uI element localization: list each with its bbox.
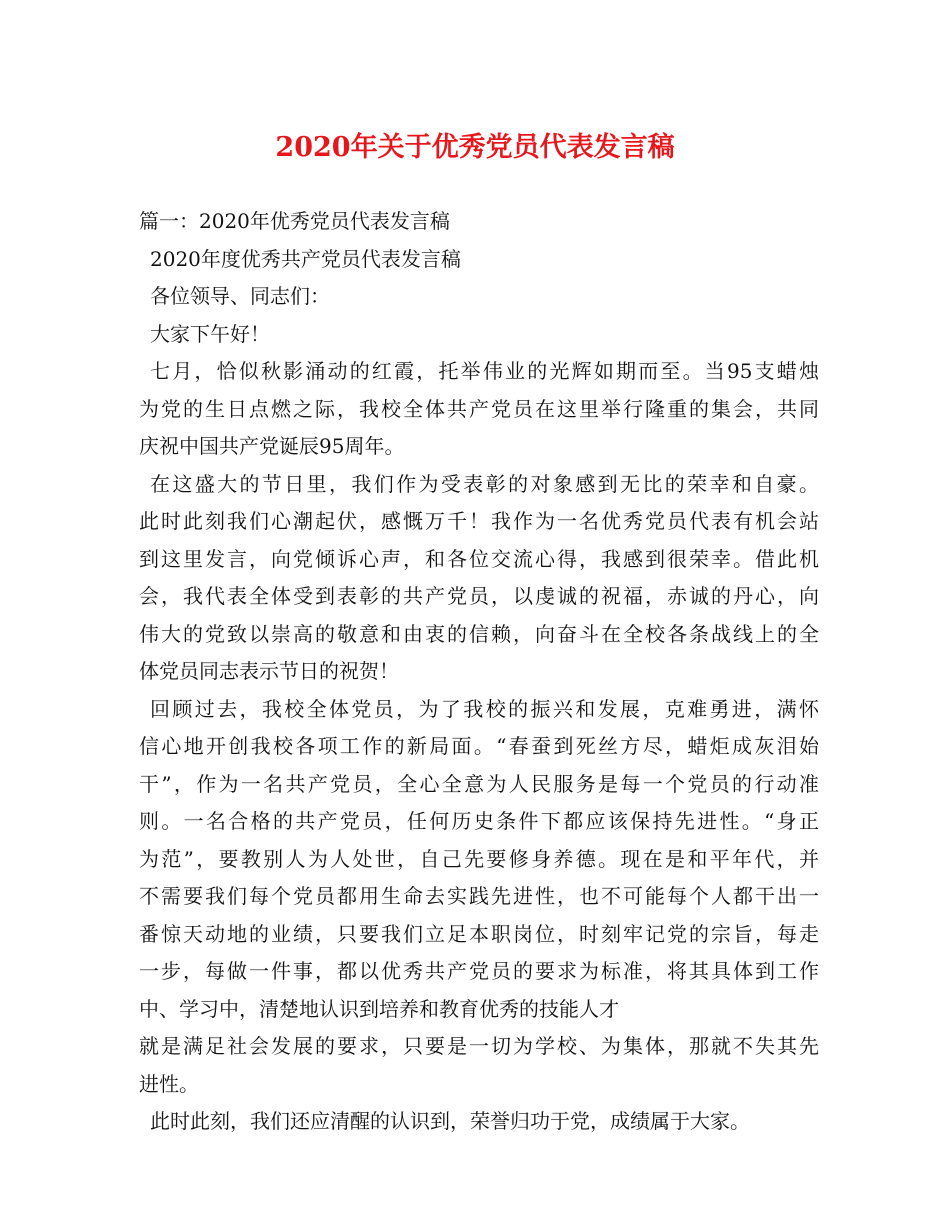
text-line: 会，我代表全体受到表彰的共产党员，以虔诚的祝福，赤诚的丹心，向 bbox=[139, 584, 819, 608]
text-line: 此时此刻，我们还应清醒的认识到，荣誉归功于党，成绩属于大家。 bbox=[150, 1109, 750, 1133]
text-line: 在这盛大的节日里，我们作为受表彰的对象感到无比的荣幸和自豪。 bbox=[150, 471, 819, 496]
text-line: 中、学习中，清楚地认识到培养和教育优秀的技能人才 bbox=[139, 996, 619, 1021]
text-line: 七月，恰似秋影涌动的红霞，托举伟业的光辉如期而至。当95支蜡烛 bbox=[150, 359, 819, 383]
text-line: 到这里发言，向党倾诉心声，和各位交流心得，我感到很荣幸。借此机 bbox=[139, 546, 819, 571]
text-line: 篇一：2020年优秀党员代表发言稿 bbox=[139, 209, 450, 233]
text-line: 回顾过去，我校全体党员，为了我校的振兴和发展，克难勇进，满怀 bbox=[150, 696, 819, 721]
text-line: 则。一名合格的共产党员，任何历史条件下都应该保持先进性。“身正 bbox=[139, 809, 819, 833]
text-line: 信心地开创我校各项工作的新局面。“春蚕到死丝方尽，蜡炬成灰泪始 bbox=[139, 734, 819, 758]
text-line: 干”，作为一名共产党员，全心全意为人民服务是每一个党员的行动准 bbox=[139, 771, 819, 796]
text-line: 一步，每做一件事，都以优秀共产党员的要求为标准，将其具体到工作 bbox=[139, 959, 819, 983]
text-line: 庆祝中国共产党诞辰95周年。 bbox=[139, 434, 405, 458]
text-line: 体党员同志表示节日的祝贺！ bbox=[139, 659, 399, 683]
text-line: 不需要我们每个党员都用生命去实践先进性，也不可能每个人都干出一 bbox=[139, 884, 819, 908]
document-body bbox=[139, 203, 819, 1141]
text-line: 此时此刻我们心潮起伏，感慨万千！我作为一名优秀党员代表有机会站 bbox=[139, 509, 819, 533]
text-line: 就是满足社会发展的要求，只要是一切为学校、为集体，那就不失其先 bbox=[139, 1034, 819, 1058]
text-line: 各位领导、同志们： bbox=[150, 284, 330, 308]
text-line: 为范”，要教别人为人处世，自己先要修身养德。现在是和平年代，并 bbox=[139, 846, 819, 871]
text-line: 2020年度优秀共产党员代表发言稿 bbox=[150, 246, 461, 271]
text-line: 番惊天动地的业绩，只要我们立足本职岗位，时刻牢记党的宗旨，每走 bbox=[139, 921, 819, 946]
document-title: 2020年关于优秀党员代表发言稿 bbox=[275, 132, 675, 163]
text-line: 大家下午好！ bbox=[150, 321, 270, 346]
text-line: 进性。 bbox=[139, 1071, 199, 1096]
text-line: 伟大的党致以崇高的敬意和由衷的信赖，向奋斗在全校各条战线上的全 bbox=[139, 621, 819, 646]
text-line: 为党的生日点燃之际，我校全体共产党员在这里举行隆重的集会，共同 bbox=[139, 396, 819, 421]
